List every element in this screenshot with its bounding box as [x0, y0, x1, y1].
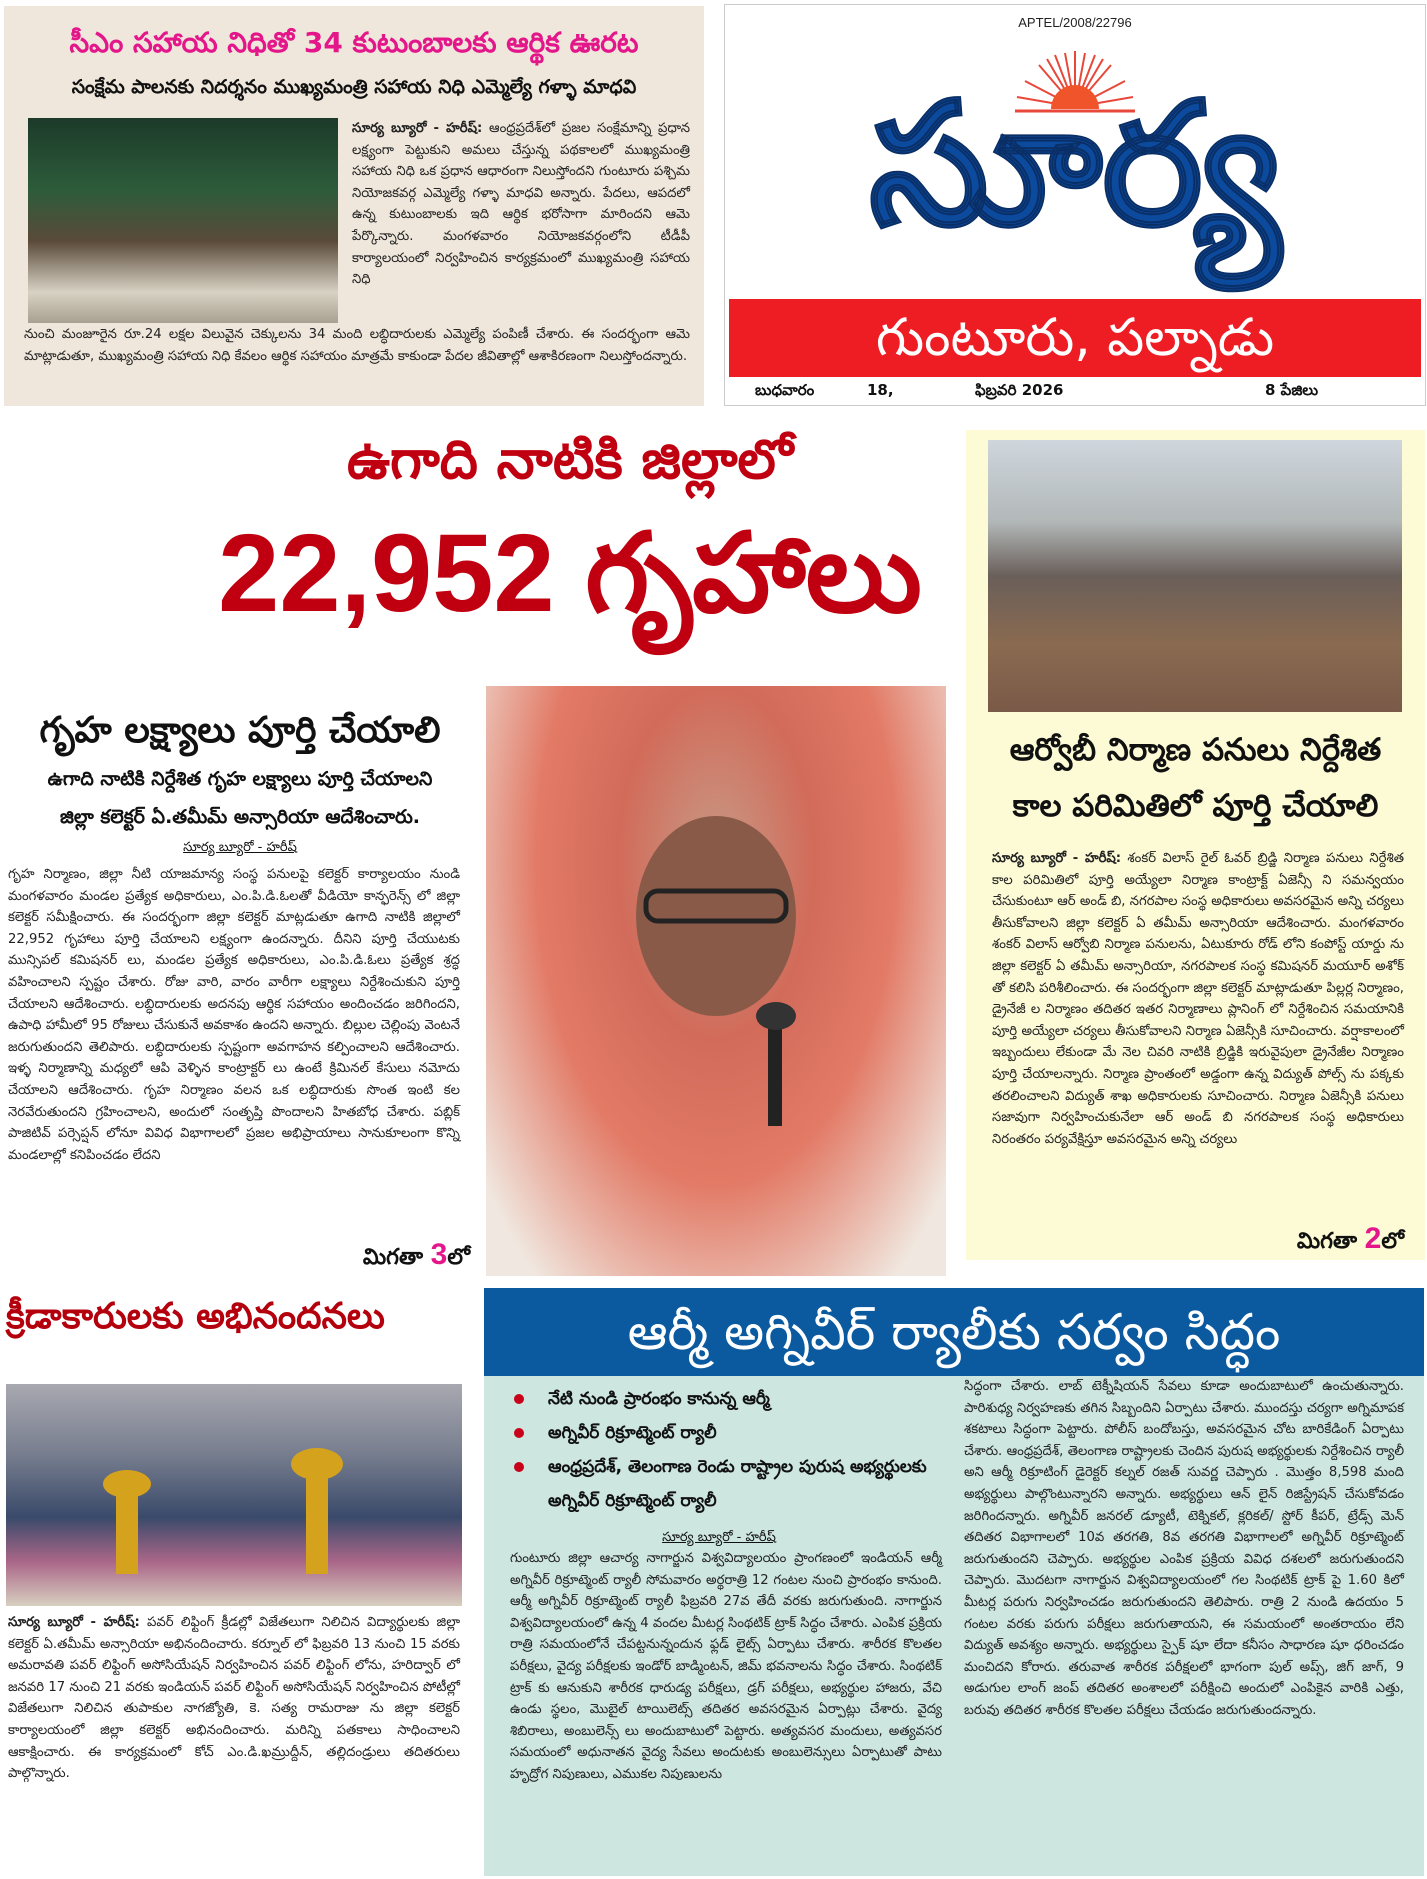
- army-body-col-2: సిద్ధంగా చేశారు. లాబ్ టెక్నీషియన్ సేవలు కూడా అందుబాటులో ఉంచుతున్నారు. పారిశుధ్య నిర్వహణకు తగిన సిబ్బందిని ఏర్పాటు చేశారు. ముందస్తు చర్యగా అగ్నిమాపక శకటాలు సిద్ధంగా పెట్టారు. పోలీస్ బందోబస్తు, అవసరమైన చోట బారికేడింగ్ ఏర్పాటు చేశారు. ఆంధ్రప్రదేశ్, తెలంగాణ రాష్ట్రాలకు చెందిన పురుష అభ్యర్థులకు నిర్దేశించిన ర్యాలీ అని ఆర్మీ రిక్రూటింగ్ డైరెక్టర్ కల్నల్ రజత్ సువర్ణ చెప్పారు . మొత్తం 8,598 మంది అభ్యర్థులు పాల్గొంటున్నారని అన్నారు. అభ్యర్థులు ఆన్ లైన్ రిజిస్ట్రేషన్ చేసుకోవడం జరిగిందన్నారు. అగ్నివీర్ జనరల్ డ్యూటీ, టెక్నికల్, క్లరికల్/ స్టోర్ కీపర్, ట్రేడ్స్ మెన్ తదితర విభాగాలలో 10వ తరగతి, 8వ తరగతి విభాగాలలో అగ్నివీర్ రిక్రూట్మెంట్ జరుగుతుందని చెప్పారు. అభ్యర్థుల ఎంపిక ప్రక్రియ వివిధ దశలలో జరుగుతుందని చెప్పారు. మొదటగా నాగార్జున విశ్వవిద్యాలయంలో గల సింథటిక్ ట్రాక్ పై 1.60 కిలో మీటర్ల పరుగు నిర్వహించడం జరుగుతుందని తెలిపారు. రాత్రి 2 నుండి ఉదయం 5 గంటల వరకు పరుగు పరీక్షలు జరుగుతాయని, ఈ సమయంలో అంతరాయం లేని విద్యుత్ అవశ్యం అన్నారు. అభ్యర్థులు స్పైక్ షూ లేదా కనీసం సాధారణ షూ ధరించడం మంచిదని కోరారు. తరువాత శారీరక పరీక్షలలో భాగంగా పుల్ అప్స్, జిగ్ జాగ్, 9 అడుగుల లాంగ్ జంప్ తదితర అంశాలలో పరీక్షించి అందులో ఎంపికైన వారికి ఎత్తు, బరువు తదితర శారీరక కొలతల పరీక్షలు చేయడం జరుగుతుందన్నారు.: [964, 1379, 1404, 1718]
- sports-photo: [6, 1384, 462, 1606]
- byline: సూర్య బ్యూరో - హరీష్: [662, 1530, 776, 1545]
- newspaper-logo: సూర్య: [869, 66, 1281, 264]
- story-body: [992, 848, 1404, 1150]
- headline-line-2: కాల పరిమితిలో పూర్తి చేయాలి: [1012, 788, 1379, 824]
- day: 18,: [867, 381, 894, 399]
- weekday: బుధవారం: [755, 381, 815, 399]
- dateline: సూర్య బ్యూరో - హరీష్:: [8, 1615, 140, 1630]
- story-body: [352, 118, 690, 291]
- army-body-col-1: గుంటూరు జిల్లా ఆచార్య నాగార్జున విశ్వవిద్యాలయం ప్రాంగణంలో ఇండియన్ ఆర్మీ అగ్నివీర్ రిక్రూట్మెంట్ ర్యాలీ సోమవారం అర్థరాత్రి 12 గంటల నుంచి ప్రారంభం కానుంది. ఆర్మీ అగ్నివీర్ రిక్రూట్మెంట్ ర్యాలీ ఫిబ్రవరి 27వ తేదీ వరకు జరుగుతుంది. నాగార్జున విశ్వవిద్యాలయంలో ఉన్న 4 వందల మీటర్ల సింథటిక్ ట్రాక్ సిద్ధం చేశారు. ఎంపిక ప్రక్రియ రాత్రి సమయంలోనే చేపట్టనున్నందున ఫ్లడ్ లైట్స్ ఏర్పాటు చేశారు. శారీరక కొలతల పరీక్షలు, వైద్య పరీక్షలకు ఇండోర్ బాడ్మింటన్, జిమ్ భవనాలను సిద్ధం చేశారు. సింథటిక్ ట్రాక్ కు ఆనుకుని శారీరక ధారుడ్య పరీక్షలు, డ్రగ్ పరీక్షలు, అభ్యర్థుల హాజరు, వేచి ఉండు స్థలం, మొబైల్ టాయిలెట్స్ తదితర అవసరమైన ఏర్పాట్లు చేశారు. వైద్య శిబిరాలు, అంబులెన్స్ లు అందుబాటులో పెట్టారు. అత్యవసర మందులు, అత్యవసర సమయంలో అధునాతన వైద్య సేవలు అందుటకు అంబులెన్సులు ఏర్పాటుతో పాటు హృద్రోగ నిపుణులు, ఎముకల నిపుణులను: [510, 1551, 942, 1782]
- highlight-item: [504, 1416, 944, 1450]
- story-photo: [988, 440, 1402, 712]
- lead-kicker: ఉగాది నాటికి జిల్లాలో: [346, 428, 794, 491]
- continued-prefix: మిగతా: [1296, 1229, 1365, 1254]
- collector-photo: [486, 686, 946, 1276]
- highlights-list: [504, 1382, 944, 1518]
- continued-prefix: మిగతా: [362, 1245, 431, 1270]
- rob-story: [966, 430, 1425, 1260]
- continued-suffix: లో: [447, 1245, 470, 1270]
- headline-line-1: ఆర్వోబీ నిర్మాణ పనులు నిర్దేశిత: [1009, 732, 1382, 768]
- highlight-text: అగ్నివీర్ రిక్రూట్మెంట్ ర్యాలీ: [548, 1423, 717, 1443]
- sports-body: [8, 1612, 460, 1785]
- story-subheadline: సంక్షేమ పాలనకు నిదర్శనం ముఖ్యమంత్రి సహాయ నిధి ఎమ్మెల్యే గళ్ళా మాధవి: [71, 76, 637, 98]
- edition-band: గుంటూరు, పల్నాడు: [729, 299, 1421, 377]
- story-body-text: శంకర్ విలాస్ రైల్ ఓవర్ బ్రిడ్జి నిర్మాణ పనులు నిర్దేశిత కాల పరిమితిలో పూర్తి అయ్యేలా నిర్మాణ కాంట్రాక్ట్ ఏజెన్సీ ని సమన్వయం చేసుకుంటూ ఆర్ అండ్ బి, నగరపాల సంస్థ అధికారులు అవసరమైన అన్ని చర్యలు తీసుకోవాలని జిల్లా కలెక్టర్ ఏ తమీమ్ అన్సారియా ఆదేశించారు. మంగళవారం శంకర్ విలాస్ ఆర్వోబి నిర్మాణ పనులను, ఏటుకూరు రోడ్ లోని కంపోస్ట్ యార్డు ను జిల్లా కలెక్టర్ ఏ తమీమ్ అన్సారియా, నగరపాలక సంస్థ కమిషనర్ మయూర్ అశోక్ తో కలిసి పరిశీలించారు. ఈ సందర్భంగా జిల్లా కలెక్టర్ మాట్లాడుతూ పిల్లర్ల నిర్మాణం, డ్రైనేజీ ల నిర్మాణం తదితర ఇతర నిర్మాణాలు ప్లానింగ్ లో నిర్దేశించిన సమయానికి పూర్తి అయ్యేలా చర్యలు తీసుకోవాలని నిర్మాణ ఏజెన్సీకి సూచించారు. వర్షాకాలంలో ఇబ్బందులు లేకుండా మే నెల చివరి నాటికి బ్రిడ్జికి ఇరువైపులా డ్రైనేజీల నిర్మాణం పూర్తి చేయాలన్నారు. నిర్మాణ ప్రాంతంలో అడ్డంగా ఉన్న విద్యుత్ పోల్స్ ను పక్కకు తరలించాలని విద్యుత్ శాఖ అధికారులకు సూచించారు. నిర్మాణ ఏజెన్సీకి పనులు సజావుగా నిర్వహించుకునేలా ఆర్ అండ్ బి నగరపాలక సంస్థ అధికారులు నిరంతరం పర్యవేక్షిస్తూ అవసరమైన అన్ని చర్యలు: [992, 851, 1404, 1147]
- dateline-bar: [755, 379, 1395, 403]
- highlight-text: నేటి నుండి ప్రారంభం కానున్న ఆర్మీ: [548, 1389, 770, 1409]
- bullet-icon: [514, 1394, 524, 1404]
- byline: సూర్య బ్యూరో - హరీష్: [183, 840, 297, 855]
- bullet-icon: [514, 1462, 524, 1472]
- month-year: ఫిబ్రవరి 2026: [975, 381, 1064, 399]
- lead-story-subtitle: [0, 760, 480, 836]
- trophy-icons: [6, 1384, 462, 1606]
- story-body-text: ఆంధ్రప్రదేశ్‌లో ప్రజల సంక్షేమాన్ని ప్రధాన లక్ష్యంగా పెట్టుకుని అమలు చేస్తున్న పథకాలలో ముఖ్యమంత్రి సహాయ నిధి ఒక ప్రధాన ఆధారంగా నిలుస్తోందని గుంటూరు పశ్చిమ నియోజకవర్గ ఎమ్మెల్యే గళ్ళా మాధవి అన్నారు. పేదలు, ఆపదలో ఉన్న కుటుంబాలకు ఇది ఆర్థిక భరోసాగా మారిందని ఆమె పేర్కొన్నారు. మంగళవారం నియోజకవర్గంలోని టీడీపీ కార్యాలయంలో నిర్వహించిన కార్యక్రమంలో ముఖ్యమంత్రి సహాయ నిధి: [352, 121, 690, 288]
- dateline: సూర్య బ్యూరో - హరీష్:: [992, 851, 1122, 866]
- dateline: సూర్య బ్యూరో - హరీష్:: [352, 121, 483, 136]
- continued-suffix: లో: [1381, 1229, 1404, 1254]
- continued-link[interactable]: [0, 1238, 470, 1275]
- story-body-continued: నుంచి మంజూరైన రూ.24 లక్షల విలువైన చెక్కులను 34 మంది లబ్ధిదారులకు ఎమ్మెల్యే పంపిణీ చేశారు. ఈ సందర్భంగా ఆమె మాట్లాడుతూ, ముఖ్యమంత్రి సహాయ నిధి కేవలం ఆర్థిక సహాయం మాత్రమే కాకుండా పేదల జీవితాల్లో ఆశాకిరణంగా నిలుస్తోందన్నారు.: [24, 327, 690, 364]
- highlight-text: అగ్నివీర్ రిక్రూట్మెంట్ ర్యాలీ: [548, 1491, 717, 1511]
- highlight-item: [504, 1450, 944, 1484]
- continued-page-number: 3: [430, 1238, 448, 1271]
- story-headline: సీఎం సహాయ నిధితో 34 కుటుంబాలకు ఆర్థిక ఊరట: [69, 26, 639, 59]
- army-rally-headline: ఆర్మీ అగ్నివీర్ ర్యాలీకు సర్వం సిద్ధం: [484, 1288, 1424, 1376]
- continued-page-number: 2: [1364, 1222, 1382, 1255]
- subtitle-line-2: జిల్లా కలెక్టర్ ఏ.తమీమ్ అన్సారియా ఆదేశించారు.: [59, 806, 421, 828]
- highlight-item-continued: [504, 1484, 944, 1518]
- lead-story-title: గృహ లక్ష్యాలు పూర్తి చేయాలి: [39, 710, 441, 751]
- bullet-icon: [514, 1428, 524, 1438]
- registration-number: APTEL/2008/22796: [1018, 15, 1132, 30]
- page-count: 8 పేజిలు: [1265, 381, 1319, 399]
- continued-link[interactable]: [966, 1222, 1404, 1259]
- lead-story-body: గృహ నిర్మాణం, జిల్లా నీటి యాజమాన్య సంస్థ పనులపై కలెక్టర్ కార్యాలయం నుండి మంగళవారం మండల ప్రత్యేక అధికారులు, ఎం.పి.డి.ఓలతో వీడియో కాన్ఫరెన్స్ లో జిల్లా కలెక్టర్ సమీక్షించారు. ఈ సందర్భంగా జిల్లా కలెక్టర్ మాట్లడుతూ ఉగాది నాటికి జిల్లాలో 22,952 గృహాలు పూర్తి చేయాలని లక్ష్యంగా ఉందన్నారు. దీనిని పూర్తి చేయుటకు మున్సిపల్ కమిషనర్ లు, మండల ప్రత్యేక అధికారులు, ఎం.పి.డి.ఓలు ప్రత్యేక శ్రద్ధ వహించాలని స్పష్టం చేశారు. రోజు వారి, వారం వారీగా లక్ష్యాలు నిర్దేశించుకుని పూర్తి చేయాలని ఆదేశించారు. లబ్ధిదారులకు అదనపు ఆర్థిక సహాయం అందించడం జరిగిందని, ఉపాధి హామీలో 95 రోజులు చేసుకునే అవకాశం ఉందని అన్నారు. బిల్లుల చెల్లింపు వెంటనే జరుగుతుందని తెలిపారు. లబ్ధిదారులకు స్పష్టంగా అవగాహన కల్పించాలని ఆదేశించారు. ఇళ్ళ నిర్మాణాన్ని మధ్యలో ఆపి వెళ్ళిన కాంట్రాక్టర్ లు ఉంటే క్రిమినల్ కేసులు నమోదు చేయాలని ఆదేశించారు. గృహ నిర్మాణం వలన ఒక లబ్ధిదారుకు సొంత ఇంటి కల నెరవేరుతుందని గ్రహించాలని, అందులో సంతృప్తి పొందాలని హితబోధ చేశారు. పబ్లిక్ పాజిటివ్ పర్సెప్షన్ లోనూ వివిధ విభాగాలలో ప్రజల అభిప్రాయాలు సానుకూలంగా కొన్ని మండలాల్లో కనిపించడం లేదని: [8, 867, 460, 1163]
- masthead: [724, 4, 1426, 406]
- sports-headline: క్రీడాకారులకు అభినందనలు: [6, 1296, 385, 1337]
- cm-relief-fund-story: [4, 6, 704, 406]
- story-headline: [966, 722, 1425, 834]
- portrait-illustration: [486, 686, 946, 1276]
- highlight-item: [504, 1382, 944, 1416]
- subtitle-line-1: ఉగాది నాటికి నిర్దేశిత గృహ లక్ష్యాలు పూర్తి చేయాలని: [47, 768, 433, 790]
- story-body-text: పవర్ లిఫ్టింగ్ క్రీడల్లో విజేతలుగా నిలిచిన విద్యార్థులకు జిల్లా కలెక్టర్ ఏ.తమీమ్ అన్సారియా అభినందించారు. కర్నూల్ లో ఫిబ్రవరి 13 నుంచి 15 వరకు అమరావతి పవర్ లిఫ్టింగ్ అసోసియేషన్ నిర్వహించిన పవర్ లిఫ్టింగ్ లోను, హరిద్వార్ లో జనవరి 17 నుంచి 21 వరకు ఇండియన్ పవర్ లిఫ్టింగ్ అసోసియేషన్ నిర్వహించిన పోటీల్లో విజేతలుగా నిలిచిన తుపాకుల నాగజ్యోతి, కె. సత్య రామరాజు ను జిల్లా కలెక్టర్ కార్యాలయంలో జిల్లా కలెక్టర్ అభినందించారు. మరిన్ని పతకాలు సాధించాలని ఆకాక్షించారు. ఈ కార్యక్రమంలో కోచ్ ఎం.డి.ఖమ్రుద్దీన్, తల్లిదండ్రులు తదితరులు పాల్గొన్నారు.: [8, 1615, 461, 1782]
- story-photo: [28, 118, 338, 323]
- highlight-text: ఆంధ్రప్రదేశ్, తెలంగాణ రెండు రాష్ట్రాల పురుష అభ్యర్థులకు: [548, 1457, 927, 1477]
- lead-headline: 22,952 గృహాలు: [218, 512, 922, 635]
- army-rally-story: [484, 1376, 1424, 1876]
